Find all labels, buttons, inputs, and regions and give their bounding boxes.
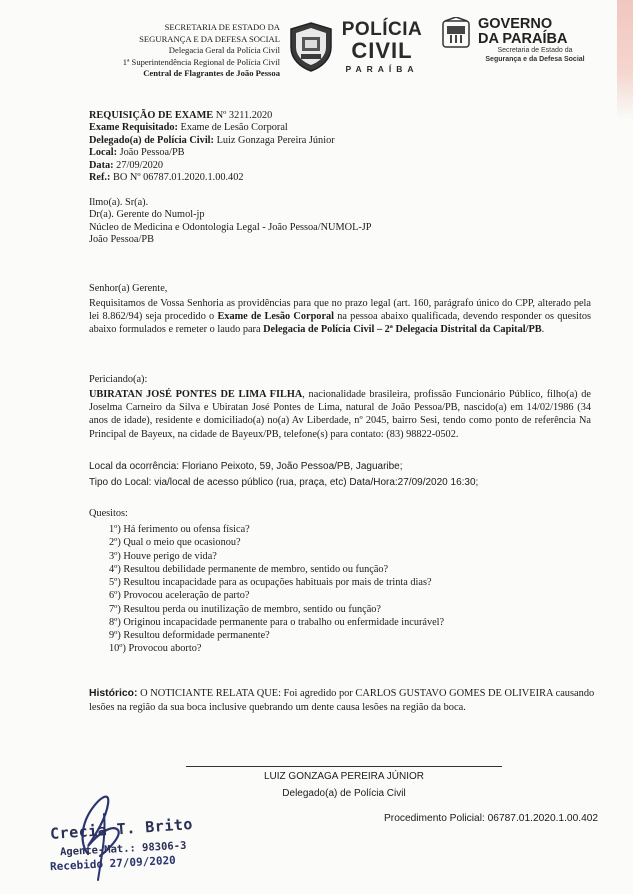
police-badge-icon xyxy=(287,21,335,73)
request-paragraph xyxy=(89,297,591,337)
issuer-line: SECRETARIA DE ESTADO DA xyxy=(164,22,280,32)
person-name: UBIRATAN JOSÉ PONTES DE LIMA FILHA xyxy=(89,389,303,400)
procedure-number: Procedimento Policial: 06787.01.2020.1.00.402 xyxy=(384,813,599,824)
quesito-item: 6º) Provocou aceleração de parto? xyxy=(109,590,250,602)
gov-line-1: GOVERNO xyxy=(478,16,553,32)
exam-value: Exame de Lesão Corporal xyxy=(180,122,288,134)
historico-text: O NOTICIANTE RELATA QUE: Foi agredido por CARLOS GUSTAVO GOMES DE OLIVEIRA causando lesões na região da sua boca inclusive quebrando um dente causa lesões na região da boca. xyxy=(89,688,595,714)
request-local xyxy=(89,147,335,159)
quesito-item: 10º) Provocou aborto? xyxy=(109,643,202,655)
historico-block xyxy=(89,687,609,715)
periciando-label: Periciando(a): xyxy=(89,374,148,385)
ref-value: BO Nº 06787.01.2020.1.00.402 xyxy=(113,172,244,184)
request-date xyxy=(89,160,335,172)
gov-sub-1: Secretaria de Estado da xyxy=(497,47,573,54)
stamp-registration: Agente-Mat.: 98306-3 xyxy=(59,839,187,859)
policia-civil-logo xyxy=(340,20,424,76)
logo-civil: CIVIL xyxy=(351,38,413,63)
request-block xyxy=(89,110,335,184)
ref-label: Ref.: xyxy=(89,172,111,184)
state-emblem-icon xyxy=(441,17,471,49)
request-delegado xyxy=(89,135,335,147)
quesito-item: 2º) Qual o meio que ocasionou? xyxy=(109,537,241,549)
request-number: Nº 3211.2020 xyxy=(215,110,273,121)
quesito-item: 9º) Resultou deformidade permanente? xyxy=(109,630,270,641)
issuer-line: SEGURANÇA E DA DEFESA SOCIAL xyxy=(139,33,280,44)
local-value: João Pessoa/PB xyxy=(119,147,185,159)
salutation: Senhor(a) Gerente, xyxy=(89,283,168,294)
issuer-line: 1ª Superintendência Regional de Polícia Civil xyxy=(122,56,280,67)
signature-line xyxy=(186,766,502,767)
paper-edge-stain xyxy=(617,0,633,120)
paragraph-text: na pessoa abaixo qualificada, devendo responder os quesitos abaixo formulados e remeter o laudo para xyxy=(89,311,592,336)
issuer-block xyxy=(104,22,280,80)
location-type: Tipo do Local: via/local de acesso público (rua, praça, etc) Data/Hora:27/09/2020 16:30; xyxy=(89,477,479,488)
person-details: , nacionalidade brasileira, profissão Funcionário Público, filho(a) de Joselma Carneiro da Silva e Ubiratan José Pontes de Lima, natural de João Pessoa/PB, nascido(a) em 14/02/1986 (34 anos de idade), residente e domiciliado(a) no(a) Av Liberdade, nº 2045, bairro Sesi, tendo como ponto de referência Na Principal de Bayeux, na cidade de Bayeux/PB, telefone(s) para contato: (83) 98822-0502. xyxy=(89,389,591,440)
received-date: Recebido 27/09/2020 xyxy=(49,853,177,874)
stamp-name: Crecia T. Brito xyxy=(49,815,194,843)
request-title-label: REQUISIÇÃO DE EXAME xyxy=(89,110,214,121)
addressee-line: Dr(a). Gerente do Numol-jp xyxy=(89,209,205,221)
delegado-value: Luiz Gonzaga Pereira Júnior xyxy=(216,134,335,146)
quesitos-list xyxy=(109,523,444,656)
quesito-item: 4º) Resultou debilidade permanente de membro, sentido ou função? xyxy=(109,563,389,575)
paragraph-text: Requisitamos de Vossa Senhoria as providências para que no prazo legal (art. 160, parágrafo único do CPP, alterado pela lei 8.862/94) seja procedido o xyxy=(89,298,591,323)
quesito-item: 7º) Resultou perda ou inutilização de membro, sentido ou função? xyxy=(109,603,381,615)
local-label: Local: xyxy=(89,147,118,159)
addressee-line: Núcleo de Medicina e Odontologia Legal - João Pessoa/NUMOL-JP xyxy=(89,221,372,233)
paragraph-destination: Delegacia de Polícia Civil – 2ª Delegacia Distrital da Capital/PB xyxy=(263,324,542,336)
addressee-line: João Pessoa/PB xyxy=(89,234,154,246)
governo-logo xyxy=(478,17,567,47)
logo-policia: POLÍCIA xyxy=(341,19,423,40)
issuer-line: Central de Flagrantes de João Pessoa xyxy=(143,68,280,78)
paragraph-exam: Exame de Lesão Corporal xyxy=(217,311,335,323)
person-paragraph xyxy=(89,388,591,441)
signature-block xyxy=(186,768,502,802)
gov-line-2: DA PARAÍBA xyxy=(478,31,568,47)
quesito-item: 8º) Originou incapacidade permanente para o trabalho ou enfermidade incurável? xyxy=(109,616,445,628)
quesito-item: 1º) Há ferimento ou ofensa física? xyxy=(109,524,250,535)
issuer-line: Delegacia Geral da Polícia Civil xyxy=(168,45,280,55)
delegado-label: Delegado(a) de Polícia Civil: xyxy=(89,134,214,146)
quesito-item: 3º) Houve perigo de vida? xyxy=(109,550,217,562)
addressee-block xyxy=(89,197,372,247)
quesitos-label: Quesitos: xyxy=(89,508,128,519)
occurrence-location: Local da ocorrência: Floriano Peixoto, 59, João Pessoa/PB, Jaguaribe; xyxy=(89,461,403,472)
addressee-line: Ilmo(a). Sr(a). xyxy=(89,197,149,208)
gov-subtitle xyxy=(440,47,590,64)
date-value: 27/09/2020 xyxy=(116,159,164,171)
request-exam xyxy=(89,122,335,134)
exam-label: Exame Requisitado: xyxy=(89,122,178,134)
logo-paraiba: PARAÍBA xyxy=(345,64,419,74)
request-title xyxy=(89,110,335,122)
historico-label: Histórico: xyxy=(89,688,138,699)
request-ref xyxy=(89,172,335,184)
paragraph-end: . xyxy=(541,324,545,336)
quesito-item: 5º) Resultou incapacidade para as ocupações habituais por mais de trinta dias? xyxy=(109,577,432,588)
signer-role: Delegado(a) de Polícia Civil xyxy=(282,788,406,799)
date-label: Data: xyxy=(89,159,114,171)
gov-sub-2: Segurança e da Defesa Social xyxy=(485,55,585,63)
signer-name: LUIZ GONZAGA PEREIRA JÚNIOR xyxy=(263,771,425,782)
